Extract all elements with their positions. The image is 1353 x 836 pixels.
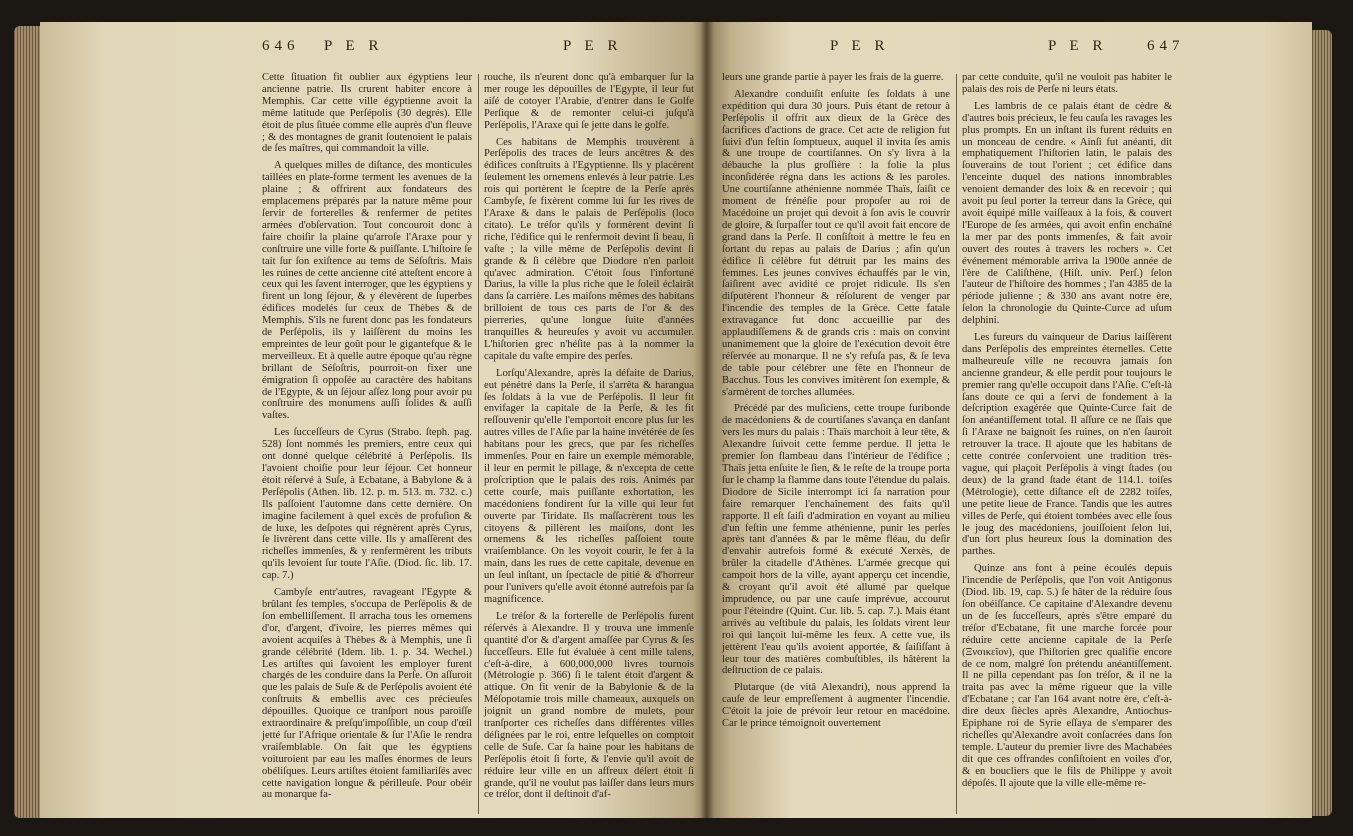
right-page-number: 647 (1147, 38, 1185, 54)
paragraph: leurs une grande partie à payer les frais de la guerre. (722, 72, 944, 83)
paragraph: Cette ſituation fit oublier aux égyptiens leur ancienne patrie. Ils crurent habiter encore à Memphis. Car cette ville égyptienne avoit la même latitude que Perſépolis (30 degrés). Elle étoit de plus ſituée comme elle auprès d'un fleuve ; & des montagnes de granit ſoutenoient le palais de ſes maîtres, qui commandoit la ville. (262, 72, 472, 155)
right-page-column-2 (962, 72, 1172, 794)
paragraph: par cette conduite, qu'il ne vouloit pas habiter le palais des rois de Perſe ni leurs états. (962, 72, 1172, 95)
right-page-column-1 (722, 72, 950, 735)
book-gutter (700, 22, 714, 818)
paragraph: Les lambris de ce palais étant de cèdre & d'autres bois précieux, le feu cauſa les ravages les plus prompts. En un inſtant ils furent réduits en un monceau de cendre. « Ainſi fut anéanti, dit emphatiquement l'hiſtorien latin, le palais des ſouverains de tout l'orient ; cet édifice dans l'enceinte duquel des nations innombrables venoient demander des loix & en recevoir ; qui avoit pu ſeul porter la terreur dans la Grèce, qui avoit équipé mille vaiſſeaux à la fois, & couvert l'Europe de ſes armées, qui avoit enfin enchaîné la mer par des ponts immenſes, & fait avoir ouvert des routes à travers les rochers ». Cet événement mémorable arriva la 1900e année de l'ère de Caliſthène, (Hiſt. univ. Perſ.) ſelon l'auteur de l'hiſtoire des hommes ; l'an 4385 de la période julienne ; & 330 ans avant notre ère, ſelon la chronologie du Quinte-Curce ad uſum delphini. (962, 100, 1172, 327)
left-header-word-2: P E R (563, 38, 623, 54)
paragraph: rouche, ils n'eurent donc qu'à embarquer ſur la mer rouge les dépouilles de l'Egypte, il leur fut aiſé de cotoyer l'Arabie, d'entrer dans le Golfe Perſique & de remonter celui-ci juſqu'à Perſépolis, l'Araxe qui ſe jette dans le golfe. (484, 72, 694, 131)
paragraph: Quinze ans font à peine écoulés depuis l'incendie de Perſépolis, que l'on voit Antigonus (Diod. lib. 19, cap. 5.) ſe hâter de la réduire ſous ſon obéiſſance. Ce capitaine d'Alexandre devenu un de ſes ſucceſſeurs, après s'être emparé du tréſor d'Ecbatane, fit une marche forcée pour réduire cette ancienne capitale de la Perſe (Ξνσικεῖον), que l'hiſtorien grec qualifie encore de ce nom, malgré ſon prétendu anéantiſſement. Il ne pilla cependant pas ſon tréſor, & il ne la traita pas avec la même rigueur que la ville d'Ecbatane ; car l'an 164 avant notre ère, c'eſt-à-dire deux ſiècles après Alexandre, Antiochus-Epiphane roi de Syrie eſſaya de s'emparer des richeſſes qu'Alexandre avoit conſacrées dans ſon temple. L'auteur du premier livre des Machabées dit que ces offrandes conſiſtoient en voiles d'or, & en boucliers que le fils de Philippe y avoit dépoſés. Il ajoute que la ville elle-même re- (962, 563, 1172, 789)
paragraph: Le tréſor & la forterelle de Perſépolis furent réſervés à Alexandre. Il y trouva une immenſe quantité d'or & d'argent amaſſée par Cyrus & ſes ſucceſſeurs. Elle fut évaluée à cent mille talens, c'eſt-à-dire, à 600,000,000 livres tournois (Métrologie p. 366) ſi le talent étoit d'argent & attique. On fit venir de la Babylonie & de la Méſopotamie trois mille chameaux, auxquels on joignit un grand nombre de mulets, pour tranſporter ces richeſſes dans différentes villes déſignées par le roi, entre leſquelles on comptoit celle de Suſe. Car ſa haine pour les habitans de Perſépolis étoit ſi forte, & l'envie qu'il avoit de réduire leur ville en un affreux déſert étoit ſi grande, qu'il ne voulut pas laiſſer dans leurs murs ce tréſor, dont il deſtinoit d'af- (484, 610, 694, 801)
book-edge-right (1310, 30, 1332, 816)
paragraph: Les fureurs du vainqueur de Darius laiſſèrent dans Perſépolis des empreintes éternelles. Cette malheureuſe ville ne recouvra jamais ſon ancienne grandeur, & elle perdit pour toujours le premier rang qu'elle occupoit dans l'Aſie. C'eſt-là ſans doute ce qui a ſervi de fondement à la deſcription exagérée que Quinte-Curce fait de ſon anéantiſſement total. Il aſſure ce ne ſſais que ſi l'Araxe ne baignoit ſes ruines, on n'en ſauroit retrouver la trace. Il ajoute que les habitans de cette contrée conſervoient une tradition très-vague, qui plaçoit Perſépolis à vingt ſtades (ou deux) de la grand ſtade étant de 114.1. toiſes (Métrologie), cette diſtance eſt de 2282 toiſes, une petite lieue de France. Tandis que les autres villes de Perſe, qui étoient tombées avec elle ſous le joug des macédoniens, jouiſſoient ſelon lui, d'un ſort plus heureux ſous la domination des parthes. (962, 332, 1172, 558)
paragraph: Les ſucceſſeurs de Cyrus (Strabo. ſteph. pag. 528) ſont nommés les premiers, entre ceux qui ont donné quelque célébrité à Perſépolis. Ils l'avoient choiſie pour leur ſéjour. Cet honneur étoit réſervé à Suſe, à Ecbatane, à Babylone & à Perſépolis (Athen. lib. 12. p. m. 513. m. 732. c.) Ils paſſoient l'automne dans cette dernière. On imagine facilement à quel excès de profuſion & de luxe, les deſpotes qui régnèrent après Cyrus, ſe livrèrent dans cette ville. Ils y amaſſèrent des richeſſes immenſes, & y renfermèrent les tributs qu'ils levoient ſur toute l'Aſie. (Diod. ſic. lib. 17. cap. 7.) (262, 427, 472, 582)
paragraph: Cambyſe entr'autres, ravageant l'Egypte & brûlant ſes temples, s'occupa de Perſépolis & de ſon embelliſſement. Il arracha tous les ornemens d'or, d'argent, d'ivoire, les pierres mêmes qui avoient acquiſes à Thèbes & à Memphis, une ſi grande célébrité (Idem. lib. 1. p. 34. Wechel.) Les artiſtes qui ſavoient les employer furent chargés de les conduire dans la Perſe. On aſſuroit que les palais de Suſe & de Perſépolis avoient été conſtruits & embellis avec ces précieuſes dépouilles. Quoique ce tranſport nous paroiſſe extraordinaire & preſqu'impoſſible, un coup d'œil jetté ſur l'Afrique orientale & ſur l'Aſie le rendra vraiſemblable. On ſait que les égyptiens voituroient par eau les maſſes énormes de leurs obéliſques. Leurs artiſtes étoient familiariſés avec cette navigation longue & périlleuſe. Pour obéir au monarque fa- (262, 587, 472, 801)
right-header-word-2: P E R (1048, 38, 1108, 54)
left-page-column-1 (262, 72, 472, 806)
right-header-word: P E R (830, 38, 890, 54)
left-page-number: 646 (262, 38, 300, 54)
left-header-word: P E R (324, 38, 384, 54)
paragraph: Alexandre conduiſit enſuite ſes ſoldats à une expédition qui dura 30 jours. Puis étant de retour à Perſépolis il offrit aux dieux de la Grèce des ſacrifices d'actions de grace. Cet acte de religion fut ſuivi d'un feſtin ſomptueux, auquel il invita ſes amis & une troupe de courtiſannes. On s'y livra à la débauche la plus groſſière : la folie la plus inconſidérée régna dans les actions & les paroles. Une courtiſanne athénienne nommée Thaïs, ſaiſit ce moment de frénéſie pour propoſer au roi de Macédoine un projet qui devoit à ſon avis le couvrir de gloire, & ſurpaſſer tout ce qu'il avoit fait encore de grand dans la Perſe. Il conſiſtoit à mettre le feu en ſortant du repas au palais de Darius ; afin qu'un édifice ſi célèbre fut détruit par les mains des femmes. Les jeunes convives échauffés par le vin, ſaiſirent avec avidité ce projet ridicule. Ils s'en diſputèrent l'honneur & réſolurent de venger par l'incendie des temples de la Grèce. Cette fatale extravagance fut donc accueillie par des applaudiſſemens & de grands cris : mais on convint unanimement que la gloire de l'exécution devoit être réſervée au monarque. Il ne s'y refuſa pas, & ſe leva de table pour célébrer une fête en l'honneur de Bacchus. Tous les convives imitèrent ſon exemple, & s'armèrent de torches allumées. (722, 88, 950, 398)
column-rule (956, 74, 957, 814)
paragraph: Précédé par des muſiciens, cette troupe furibonde de macédoniens & de courtiſanes s'avança en danſant vers les murs du palais : Thaïs marchoit à leur tête, & Alexandre ſuivoit cette femme perdue. Il jetta le premier ſon flambeau dans l'intérieur de l'édifice ; Thaïs jetta enſuite le ſien, & le reſte de la troupe porta ſur le champ la flamme dans toute l'étendue du palais. Diodore de Sicile interrompt ici ſa narration pour faire remarquer l'enchaînement des faits qu'il rapporte. Il eſt ſaiſi d'admiration en voyant au milieu d'un feſtin une femme athénienne, punir les perſes après tant d'années & par le même fléau, du deſir d'envahir autrefois formé & exécuté Xerxès, de brûler la citadelle d'Athènes. L'armée grecque qui campoit hors de la ville, ayant apperçu cet incendie, & croyant qu'il avoit été allumé par quelque imprudence, ou par une cauſe imprévue, accourut pour l'éteindre (Quint. Cur. lib. 5. cap. 7.). Mais étant arrivés au veſtibule du palais, les ſoldats virent leur roi qui lançoit lui-même les feux. A cette vue, ils jettèrent l'eau qu'ils avoient apportée, & ſaiſiſſant à leur tour des matières combuſtibles, ils hâtèrent la deſtruction de ce palais. (722, 403, 950, 677)
left-page-column-2 (484, 72, 694, 806)
paragraph: Ces habitans de Memphis trouvèrent à Perſépolis des traces de leurs ancêtres & des édifices conſtruits à l'Egyptienne. Ils y placèrent ſeulement les ornemens enlevés à leur patrie. Les rois qui portèrent le ſceptre de la Perſe après Cambyſe, ſe fixèrent comme lui ſur les rives de l'Araxe & dans le palais de Perſépolis (loco citato). Le tréſor qu'ils y formèrent devint ſi riche, l'édifice qui le renfermoit devint ſi beau, ſi vaſte ; la ville même de Perſépolis devint ſi grande & ſi célèbre que Diodore n'en parloit qu'avec admiration. C'étoit ſous l'infortuné Darius, la ville la plus riche que le ſoleil éclairât dans ſa carrière. Les maiſons mêmes des habitans brilloient de tous ces parts de l'or & des pierreries, qu'une longue ſuite d'années tranquilles & heureuſes y avoit vu accumuler. L'hiſtorien grec n'héſite pas à la nommer la capitale du vaſte empire des perſes. (484, 136, 694, 362)
paragraph: A quelques milles de diſtance, des monticules taillées en plate-forme terment les avenues de la plaine ; & offrirent aux fondateurs des emplacemens préparés par la nature même pour ſervir de forterelles & renfermer de petites armées d'obſervation. Tout concouroit donc à faire choiſir la plaine qu'arroſe l'Araxe pour y conſtruire une ville forte & puiſſante. L'hiſtoire ſe tait ſur ſon exiſtence au tems de Séſoſtris. Mais les ruines de cette ancienne cité atteſtent encore à ceux qui les ſavent interroger, que les égyptiens y firent un long ſéjour, & y élevèrent de ſuperbes édifices modelés ſur ceux de Thèbes & de Memphis. S'ils ne furent donc pas les fondateurs de Perſépolis, ils y laiſſèrent du moins les empreintes de leur goût pour le gigantefque & le merveilleux. Et à quelle autre époque qu'au règne brillant de Séſoſtris, pourroit-on fixer une émigration ſi oppoſée au caractère des habitans de l'Egypte, & un ſéjour aſſez long pour avoir pu conſtruire des monumens auſſi ſolides & auſſi vaſtes. (262, 160, 472, 422)
paragraph: Lorſqu'Alexandre, après la défaite de Darius, eut pénétré dans la Perſe, il s'arrêta & harangua ſes ſoldats à la vue de Perſépolis. Il leur fit envifager la capitale de la Perſe, & les fit reſſouvenir qu'elle l'emportoit encore plus ſur les autres villes de l'Aſie par la haine invétérée de ſes habitans pour les grecs, que par ſes richeſſes immenſes. Pour en faire un exemple mémorable, il leur en permit le pillage, & n'excepta de cette proſcription que le palais des rois. Animés par cette courſe, mais puiſſante exhortation, les macédoniens fondirent ſur la ville qui leur fut ouverte par Tiridate. Ils maſſacrèrent tous les citoyens & pillèrent les maiſons, dont les ornemens & les richeſſes paſſoient toute vraiſemblance. On les voyoit courir, le fer à la main, dans les rues de cette capitale, devenue en un ſeul inſtant, un ſpectacle de pitié & d'horreur pour l'univers qu'elle avoit étonné autrefois par ſa magnificence. (484, 367, 694, 605)
paragraph: Plutarque (de vitâ Alexandri), nous apprend la cauſe de leur empreſſement à augmenter l'incendie. C'étoit la joie de prévoir leur retour en macédoine. Car le prince témoignoit ouvertement (722, 682, 950, 730)
column-rule (478, 74, 479, 814)
book-edge-left (14, 26, 42, 818)
